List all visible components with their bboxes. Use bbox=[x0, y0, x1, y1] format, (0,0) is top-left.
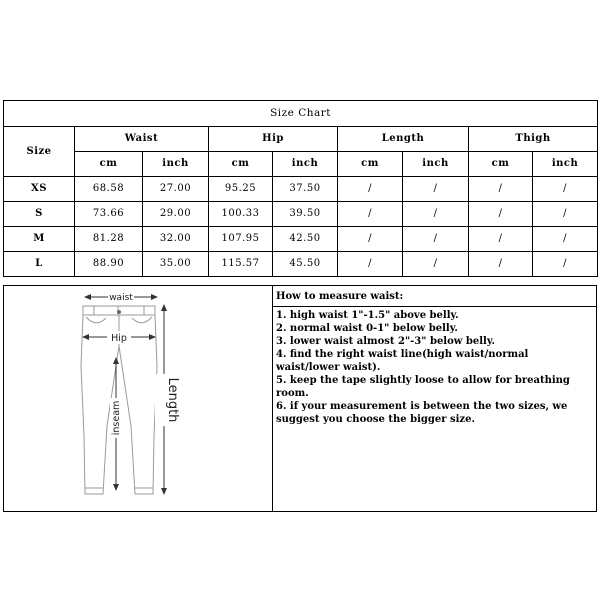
table-cell: 95.25 bbox=[209, 177, 273, 202]
table-cell: 39.50 bbox=[273, 202, 338, 227]
group-header-row bbox=[4, 127, 598, 152]
table-cell: / bbox=[469, 227, 533, 252]
table-cell: / bbox=[533, 252, 598, 277]
howto-item: 1. high waist 1"-1.5" above belly. bbox=[276, 310, 459, 321]
table-cell: / bbox=[338, 227, 403, 252]
length-header: Length bbox=[338, 127, 469, 152]
size-header: Size bbox=[4, 127, 75, 177]
unit-header: cm bbox=[75, 152, 143, 177]
size-row-l bbox=[4, 252, 598, 277]
table-cell: / bbox=[403, 177, 469, 202]
table-cell: / bbox=[338, 252, 403, 277]
table-cell: / bbox=[338, 177, 403, 202]
table-cell: / bbox=[533, 227, 598, 252]
table-cell: 100.33 bbox=[209, 202, 273, 227]
unit-header-row bbox=[4, 152, 598, 177]
howto-item: 2. normal waist 0-1" below belly. bbox=[276, 323, 458, 334]
chart-title-row bbox=[4, 101, 598, 127]
button-icon bbox=[117, 310, 121, 314]
waist-header: Waist bbox=[75, 127, 209, 152]
unit-header: cm bbox=[338, 152, 403, 177]
size-label: L bbox=[4, 252, 75, 277]
table-cell: 88.90 bbox=[75, 252, 143, 277]
table-cell: 45.50 bbox=[273, 252, 338, 277]
howto-item: 4. find the right waist line(high waist/normal waist/lower waist). bbox=[276, 349, 529, 373]
unit-header: inch bbox=[273, 152, 338, 177]
jeans-figure-pane bbox=[4, 286, 271, 511]
measure-guide-pane bbox=[272, 286, 597, 511]
unit-header: inch bbox=[403, 152, 469, 177]
howto-title: How to measure waist: bbox=[276, 291, 404, 302]
howto-list bbox=[276, 309, 594, 426]
length-label: Length bbox=[165, 377, 180, 423]
table-cell: 27.00 bbox=[143, 177, 209, 202]
table-cell: / bbox=[403, 202, 469, 227]
size-row-m bbox=[4, 227, 598, 252]
table-cell: / bbox=[533, 177, 598, 202]
howto-item: 5. keep the tape slightly loose to allow for breathing room. bbox=[276, 375, 570, 399]
table-cell: 73.66 bbox=[75, 202, 143, 227]
size-label: S bbox=[4, 202, 75, 227]
table-cell: / bbox=[469, 252, 533, 277]
howto-item: 6. if your measurement is between the two sizes, we suggest you choose the bigger size. bbox=[276, 401, 568, 425]
table-cell: 68.58 bbox=[75, 177, 143, 202]
table-cell: 81.28 bbox=[75, 227, 143, 252]
howto-item: 3. lower waist almost 2"-3" below belly. bbox=[276, 336, 495, 347]
table-cell: 115.57 bbox=[209, 252, 273, 277]
thigh-header: Thigh bbox=[469, 127, 598, 152]
unit-header: cm bbox=[469, 152, 533, 177]
table-cell: 42.50 bbox=[273, 227, 338, 252]
jeans-diagram bbox=[4, 286, 271, 511]
measurement-guide-box bbox=[3, 285, 597, 512]
table-cell: 32.00 bbox=[143, 227, 209, 252]
unit-header: inch bbox=[533, 152, 598, 177]
table-cell: 35.00 bbox=[143, 252, 209, 277]
size-label: XS bbox=[4, 177, 75, 202]
size-row-xs bbox=[4, 177, 598, 202]
size-label: M bbox=[4, 227, 75, 252]
table-cell: / bbox=[338, 202, 403, 227]
inseam-label: inseam bbox=[111, 400, 122, 436]
unit-header: cm bbox=[209, 152, 273, 177]
hip-label: Hip bbox=[111, 333, 127, 344]
size-chart-table bbox=[3, 100, 598, 277]
size-row-s bbox=[4, 202, 598, 227]
table-cell: 107.95 bbox=[209, 227, 273, 252]
table-cell: / bbox=[403, 227, 469, 252]
table-cell: / bbox=[533, 202, 598, 227]
waist-label: waist bbox=[109, 293, 133, 303]
table-cell: / bbox=[403, 252, 469, 277]
chart-title: Size Chart bbox=[4, 101, 598, 127]
howto-divider bbox=[273, 306, 597, 307]
unit-header: inch bbox=[143, 152, 209, 177]
table-cell: / bbox=[469, 177, 533, 202]
hip-header: Hip bbox=[209, 127, 338, 152]
table-cell: 29.00 bbox=[143, 202, 209, 227]
table-cell: 37.50 bbox=[273, 177, 338, 202]
table-cell: / bbox=[469, 202, 533, 227]
